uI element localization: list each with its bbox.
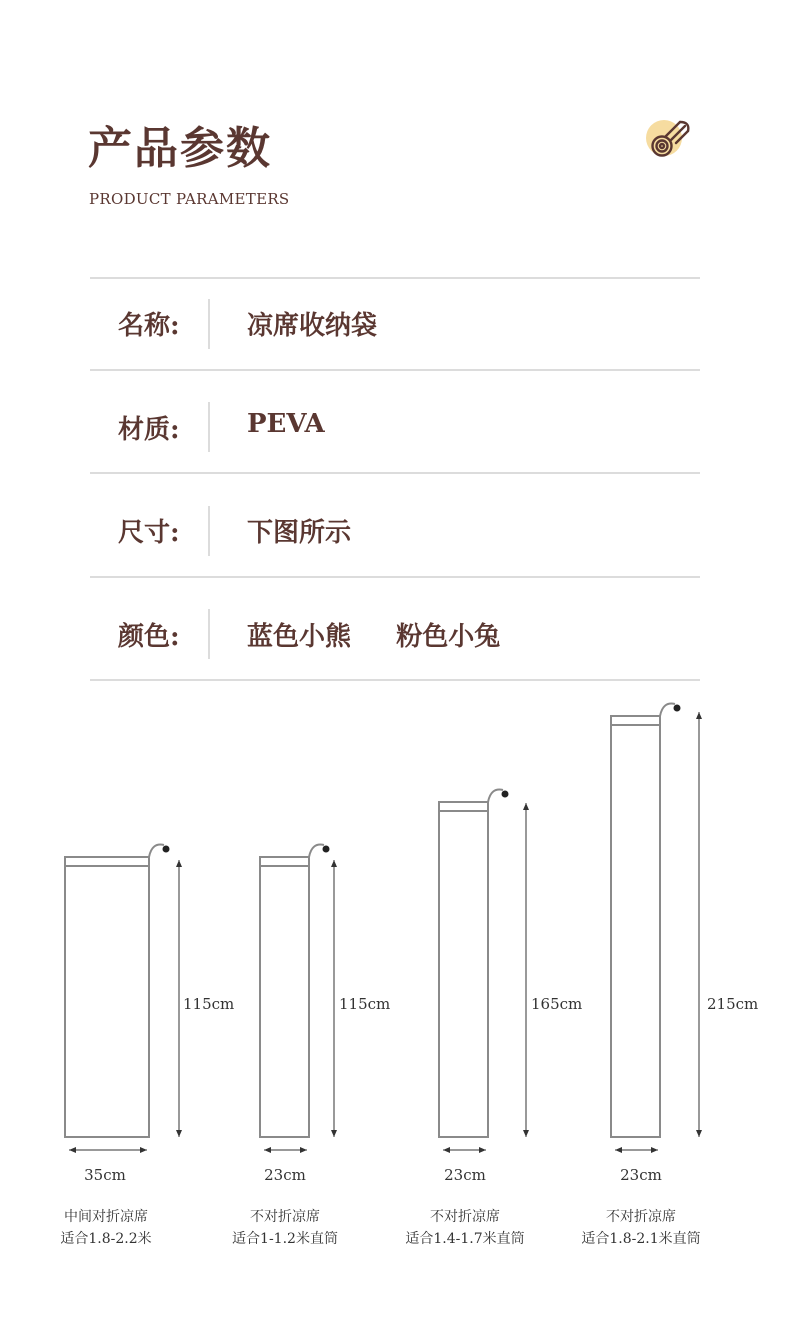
param-value: 蓝色小熊 粉色小兔 <box>247 622 501 652</box>
width-label: 23cm <box>264 1166 306 1184</box>
divider <box>90 679 700 681</box>
bag-outline <box>611 704 675 1138</box>
height-label: 165cm <box>531 995 583 1013</box>
rolled-mat-icon <box>644 116 692 164</box>
column-divider <box>208 609 210 659</box>
height-label: 115cm <box>339 995 391 1013</box>
bag-caption <box>385 1206 545 1250</box>
page-subtitle: PRODUCT PARAMETERS <box>89 190 290 208</box>
bag-outline <box>260 845 324 1138</box>
drawstring-toggle <box>674 705 681 712</box>
caption-line: 适合1.4-1.7米直筒 <box>405 1231 525 1247</box>
bag-outline <box>65 845 164 1138</box>
drawstring-toggle <box>323 846 330 853</box>
caption-line: 不对折凉席 <box>430 1209 500 1225</box>
param-label: 材质: <box>118 415 180 445</box>
caption-line: 适合1.8-2.2米 <box>60 1231 152 1247</box>
divider <box>90 369 700 371</box>
param-label: 颜色: <box>118 622 180 652</box>
caption-line: 中间对折凉席 <box>64 1209 148 1225</box>
divider <box>90 576 700 578</box>
param-label: 名称: <box>118 311 180 341</box>
column-divider <box>208 506 210 556</box>
bag-caption <box>36 1206 176 1250</box>
height-label: 115cm <box>183 995 235 1013</box>
param-value: 下图所示 <box>247 518 352 548</box>
caption-line: 不对折凉席 <box>606 1209 676 1225</box>
caption-line: 适合1.8-2.1米直筒 <box>581 1231 701 1247</box>
divider <box>90 472 700 474</box>
bag-outline <box>439 790 503 1138</box>
bag-caption <box>560 1206 722 1250</box>
width-label: 35cm <box>84 1166 126 1184</box>
height-label: 215cm <box>707 995 759 1013</box>
param-value: PEVA <box>247 409 325 439</box>
column-divider <box>208 299 210 349</box>
width-label: 23cm <box>620 1166 662 1184</box>
width-label: 23cm <box>444 1166 486 1184</box>
param-value: 凉席收纳袋 <box>247 311 378 341</box>
page-title: 产品参数 <box>88 123 272 174</box>
drawstring-toggle <box>502 791 509 798</box>
drawstring-toggle <box>163 846 170 853</box>
column-divider <box>208 402 210 452</box>
bag-caption <box>210 1206 360 1250</box>
caption-line: 适合1-1.2米直筒 <box>232 1231 338 1247</box>
divider <box>90 277 700 279</box>
size-diagram <box>0 690 790 1190</box>
caption-line: 不对折凉席 <box>250 1209 320 1225</box>
param-label: 尺寸: <box>118 518 180 548</box>
